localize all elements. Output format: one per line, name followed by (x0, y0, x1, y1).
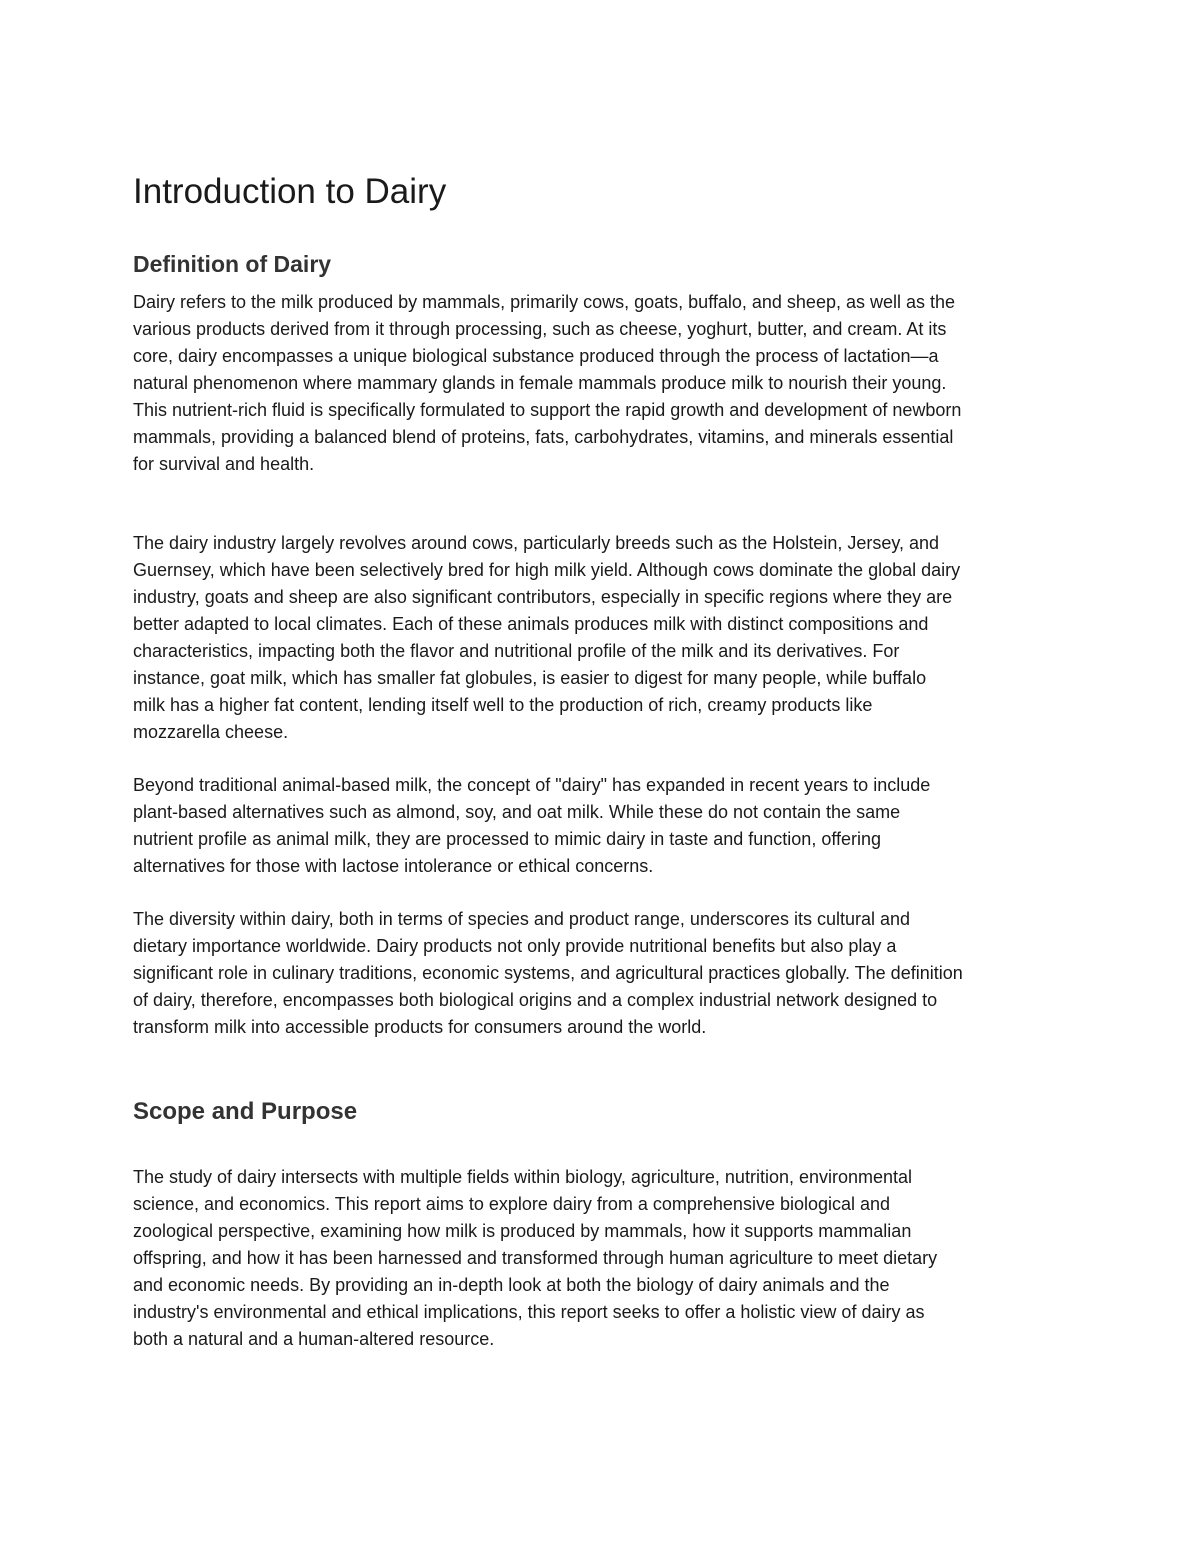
paragraph: Dairy refers to the milk produced by mammals, primarily cows, goats, buffalo, and sheep, as well as the various products derived from it through processing, such as cheese, yoghurt, butter, and cream. At its core, dairy encompasses a unique biological substance produced through the process of lactation—a natural phenomenon where mammary glands in female mammals produce milk to nourish their young. This nutrient-rich fluid is specifically formulated to support the rapid growth and development of newborn mammals, providing a balanced blend of proteins, fats, carbohydrates, vitamins, and minerals essential for survival and health. (133, 292, 962, 474)
section-heading-scope: Scope and Purpose (133, 1098, 358, 1125)
paragraph: Beyond traditional animal-based milk, the concept of "dairy" has expanded in recent years to include plant-based alternatives such as almond, soy, and oat milk. While these do not contain the same nutrient profile as animal milk, they are processed to mimic dairy in taste and function, offering alternatives for those with lactose intolerance or ethical concerns. (133, 775, 931, 876)
paragraph: The diversity within dairy, both in terms of species and product range, underscores its cultural and dietary importance worldwide. Dairy products not only provide nutritional benefits but also play a significant role in culinary traditions, economic systems, and agricultural practices globally. The definition of dairy, therefore, encompasses both biological origins and a complex industrial network designed to transform milk into accessible products for consumers around the world. (133, 909, 963, 1037)
paragraph: The study of dairy intersects with multiple fields within biology, agriculture, nutrition, environmental science, and economics. This report aims to explore dairy from a comprehensive biological and zoological perspective, examining how milk is produced by mammals, how it supports mammalian offspring, and how it has been harnessed and transformed through human agriculture to meet dietary and economic needs. By providing an in-depth look at both the biology of dairy animals and the industry's environmental and ethical implications, this report seeks to offer a holistic view of dairy as both a natural and a human-altered resource. (133, 1167, 938, 1349)
document-title: Introduction to Dairy (133, 172, 447, 211)
section-heading-definition: Definition of Dairy (133, 251, 332, 277)
paragraph: The dairy industry largely revolves around cows, particularly breeds such as the Holstein, Jersey, and Guernsey, which have been selectively bred for high milk yield. Although cows dominate the global dairy industry, goats and sheep are also significant contributors, especially in specific regions where they are better adapted to local climates. Each of these animals produces milk with distinct compositions and characteristics, impacting both the flavor and nutritional profile of the milk and its derivatives. For instance, goat milk, which has smaller fat globules, is easier to digest for many people, while buffalo milk has a higher fat content, lending itself well to the production of rich, creamy products like mozzarella cheese. (133, 533, 961, 742)
